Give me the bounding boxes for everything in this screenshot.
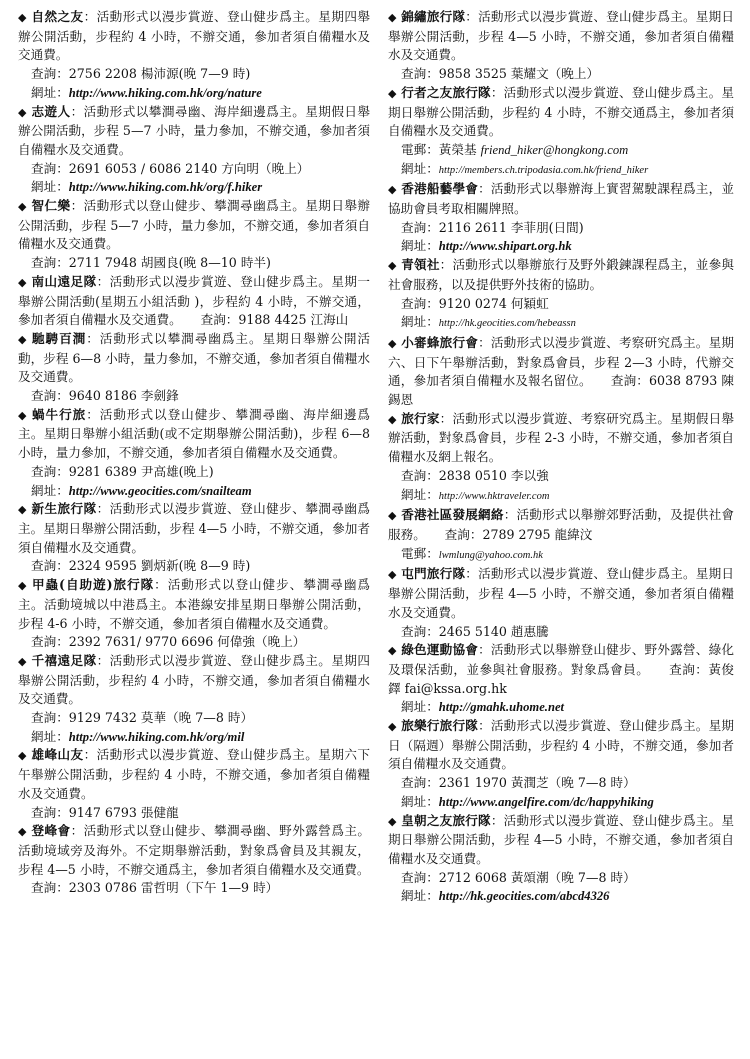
- contact-line: [388, 793, 734, 812]
- contact-label: 網址：: [31, 482, 69, 498]
- contact-label: 查詢：: [31, 804, 69, 820]
- club-name: 登峰會: [31, 823, 71, 839]
- contact-label: 查詢：: [31, 558, 69, 574]
- contact-label: 查詢：: [31, 66, 69, 82]
- club-description: [18, 576, 370, 633]
- contact-value: 2392 7631/ 9770 6696 何偉強（晚上）: [68, 634, 306, 650]
- club-name: 皇朝之友旅行隊: [401, 812, 491, 828]
- contact-label: 查詢：: [31, 255, 69, 271]
- club-entry: [388, 641, 734, 717]
- diamond-bullet-icon: ◆: [388, 11, 397, 24]
- diamond-bullet-icon: ◆: [388, 259, 397, 273]
- diamond-bullet-icon: ◆: [18, 11, 27, 24]
- diamond-bullet-icon: ◆: [18, 503, 27, 517]
- contact-value: 9640 8186 李劍鋒: [68, 388, 179, 404]
- club-description: [388, 717, 734, 774]
- contact-label: 查詢：: [401, 295, 439, 311]
- club-name: 行者之友旅行隊: [401, 84, 491, 100]
- club-description: [18, 746, 370, 803]
- club-text: ：活動形式以登山健步、攀澗尋幽爲主。活動境城以中港爲主。本港線安排星期日舉辦公開活動，步程 4-6 小時，不辦交通，參加者須自備糧水及交通費。: [18, 577, 370, 631]
- contact-label: 網址：: [31, 728, 69, 744]
- club-text: ：活動形式以漫步賞遊、登山健步、攀澗尋幽爲主。星期日舉辦公開活動，步程 4—5 小時，不辦交通，參加者須自備糧水及交通費。: [18, 501, 371, 555]
- contact-value: 2303 0786 雷哲明（下午 1—9 時）: [68, 880, 279, 896]
- email-link[interactable]: friend_hiker@hongkong.com: [480, 142, 629, 157]
- club-name: 自然之友: [31, 9, 84, 24]
- club-description: [388, 565, 734, 622]
- contact-line: [18, 84, 370, 103]
- left-column: [18, 8, 370, 898]
- club-text: ：活動形式以漫步賞遊、登山健步爲主。星期日舉辦公開活動，步程 4—5 小時，不辦交通，參加者須自備糧水及交通費。: [388, 566, 735, 620]
- club-entry: [18, 197, 370, 273]
- club-name: 綠色運動協會: [401, 642, 479, 658]
- contact-value: 9281 6389 尹高雄(晚上): [68, 463, 214, 479]
- contact-line: [18, 65, 370, 84]
- contact-line: [18, 633, 370, 652]
- contact-line: [388, 141, 734, 160]
- contact-line: [388, 237, 734, 256]
- club-entry: [388, 256, 734, 334]
- contact-line: [388, 887, 734, 906]
- contact-line: [388, 219, 734, 238]
- club-entry: [388, 565, 734, 641]
- website-link[interactable]: http://www.hiking.com.hk/org/nature: [68, 85, 262, 100]
- contact-line: [388, 698, 734, 717]
- club-name: 香港社區發展網絡: [401, 507, 504, 523]
- contact-label: 網址：: [31, 84, 69, 100]
- contact-label: 查詢：: [401, 869, 439, 885]
- club-entry: [388, 334, 734, 410]
- contact-label: 查詢：: [401, 623, 439, 639]
- contact-label: 查詢：: [31, 160, 69, 176]
- contact-line: [18, 557, 370, 576]
- club-description: [18, 500, 370, 557]
- contact-value: 2691 6053 / 6086 2140 方向明（晚上）: [68, 160, 310, 176]
- contact-line: [18, 879, 370, 898]
- contact-value: 9120 0274 何穎虹: [438, 295, 549, 311]
- diamond-bullet-icon: ◆: [388, 814, 397, 828]
- diamond-bullet-icon: ◆: [18, 408, 27, 422]
- contact-value: 2838 0510 李以強: [438, 467, 549, 483]
- contact-value: 2756 2208 楊沛源(晚 7—9 時): [68, 66, 251, 82]
- diamond-bullet-icon: ◆: [18, 579, 27, 593]
- contact-label: 網址：: [401, 486, 439, 502]
- club-text: ：活動形式以舉辦海上實習駕駛課程爲主，並協助會員考取相關牌照。: [388, 181, 735, 217]
- contact-value: 9147 6793 張健龍: [68, 804, 179, 820]
- contact-line: [18, 728, 370, 747]
- club-entry: [388, 8, 734, 84]
- club-text: ：活動形式以攀澗尋幽、海岸細邊爲主。星期假日舉辦公開活動，步程 5—7 小時，量力參加，不辦交通，參加者須自備糧水及交通費。: [18, 103, 371, 157]
- club-entry: [18, 330, 370, 406]
- club-name: 新生旅行隊: [31, 501, 97, 517]
- club-description: [388, 256, 734, 294]
- contact-label: 查詢：: [31, 880, 69, 896]
- contact-label: 查詢：: [401, 467, 439, 483]
- club-text: ：活動形式以登山健步、攀澗尋幽、海岸細邊爲主。星期日舉辦小組活動(或不定期舉辦公開活動)，步程 6—8 小時，量力參加，不辦交通，參加者須自備糧水及交通費。: [18, 406, 371, 461]
- club-description: [18, 103, 370, 160]
- contact-line: [388, 774, 734, 793]
- club-name: 旅行家: [401, 410, 440, 426]
- club-name: 南山遠足隊: [31, 273, 97, 289]
- contact-line: [18, 160, 370, 179]
- contact-line: [388, 65, 734, 84]
- contact-line: [388, 160, 734, 181]
- club-entry: [18, 500, 370, 576]
- club-description: [18, 273, 370, 330]
- club-text: ：活動形式以漫步賞遊、登山健步爲主。星期四舉辦公開活動，步程約 4 小時，不辦交通，參加者須自備糧水及交通費。: [18, 9, 371, 63]
- club-text: ：活動形式以漫步賞遊、登山健步爲主。星期六下午舉辦公開活動，步程約 4 小時，不辦交通，參加者須自備糧水及交通費。: [18, 747, 371, 801]
- contact-value: 2324 9595 劉炳新(晚 8—9 時): [68, 558, 251, 574]
- club-text: ：活動形式以漫步賞遊、考察研究爲主。星期假日舉辦活動，對象爲會員，步程 2-3 小時，不辦交通，參加者須自備糧水及網上報名。: [388, 410, 735, 465]
- website-link[interactable]: http://www.angelfire.com/dc/happyhiking: [438, 794, 654, 809]
- contact-line: [18, 482, 370, 501]
- club-name: 香港船藝學會: [401, 181, 479, 197]
- club-entry: [18, 8, 370, 103]
- diamond-bullet-icon: ◆: [388, 336, 397, 350]
- club-description: [388, 8, 734, 65]
- club-description: [388, 180, 734, 218]
- contact-line: [388, 295, 734, 314]
- club-entry: [388, 812, 734, 907]
- club-name: 屯門旅行隊: [401, 566, 466, 582]
- club-text: ：活動形式以登山健步、攀澗尋幽、野外露營爲主。活動境域旁及海外。不定期舉辦活動，對象爲會員及其親友，步程 4—5 小時，不辦交通爲主，參加者須自備糧水及交通費。: [18, 823, 371, 877]
- club-name: 甲蟲(自助遊)旅行隊: [31, 577, 155, 593]
- club-entry: [18, 406, 370, 501]
- contact-label: 網址：: [401, 238, 439, 254]
- club-description: [18, 197, 370, 254]
- club-name: 青領社: [401, 257, 440, 273]
- diamond-bullet-icon: ◆: [18, 825, 27, 839]
- club-entry: [388, 717, 734, 812]
- club-text: ：活動形式以攀澗尋幽爲主。星期日舉辦公開活動，步程 6—8 小時，量力參加，不辦交通，參加者須自備糧水及交通費。: [18, 330, 371, 385]
- website-link[interactable]: http://www.hktraveler.com: [438, 490, 550, 502]
- right-column: [388, 8, 734, 906]
- contact-value: 2465 5140 趙惠騰: [438, 623, 549, 639]
- club-description: [388, 84, 734, 141]
- club-text: ：活動形式以漫步賞遊、登山健步爲主。星期四舉辦公開活動，步程約 4 小時，不辦交通，參加者須自備糧水及交通費。: [18, 652, 371, 707]
- club-description: [388, 410, 734, 467]
- diamond-bullet-icon: ◆: [18, 654, 27, 668]
- club-text: ：活動形式以舉辦旅行及野外鍛鍊課程爲主，並參與社會服務，以及提供野外技術的協助。: [388, 257, 735, 292]
- club-name: 旅樂行旅行隊: [401, 718, 479, 734]
- club-name: 錦繡旅行隊: [401, 9, 466, 24]
- contact-label: 電郵：: [401, 545, 439, 561]
- website-link[interactable]: http://www.shipart.org.hk: [438, 239, 572, 254]
- club-text: ：活動形式以舉辦郊野活動，及提供社會服務。 查詢：2789 2795 龍緯汶: [388, 507, 735, 542]
- diamond-bullet-icon: ◆: [388, 509, 397, 523]
- club-text: ：活動形式以舉辦登山健步、野外露營、綠化及環保活動，並參與社會服務。對象爲會員。 查詢：黃俊鐸 fai@kssa.org.hk: [388, 642, 735, 696]
- contact-label: 查詢：: [31, 710, 69, 726]
- contact-label: 查詢：: [401, 66, 439, 82]
- club-description: [18, 8, 370, 65]
- club-entry: [388, 84, 734, 181]
- diamond-bullet-icon: ◆: [388, 644, 397, 658]
- club-description: [388, 334, 734, 410]
- contact-label: 查詢：: [31, 634, 69, 650]
- club-name: 智仁樂: [31, 198, 71, 214]
- diamond-bullet-icon: ◆: [388, 412, 397, 426]
- club-entry: [18, 576, 370, 652]
- contact-label: 查詢：: [401, 219, 439, 235]
- contact-line: [388, 545, 734, 566]
- website-link[interactable]: http://hk.geocities.com/hebeassn: [438, 318, 576, 330]
- club-name: 千禧遠足隊: [31, 652, 97, 668]
- club-entry: [388, 410, 734, 507]
- club-description: [18, 822, 370, 879]
- diamond-bullet-icon: ◆: [18, 332, 27, 346]
- club-entry: [388, 506, 734, 565]
- club-name: 馳騁百澗: [31, 330, 87, 346]
- club-entry: [18, 103, 370, 198]
- club-entry: [388, 180, 734, 256]
- contact-line: [18, 387, 370, 406]
- club-entry: [18, 746, 370, 822]
- contact-value: 9858 3525 葉耀文（晚上）: [438, 66, 600, 82]
- contact-value: 2116 2611 李菲朋(日間): [438, 219, 584, 235]
- contact-value: 2712 6068 黃頌潮（晚 7—8 時）: [438, 869, 636, 885]
- club-name: 蝸牛行旅: [31, 406, 87, 422]
- club-text: ：活動形式以漫步賞遊、登山健步爲主。星期日（隔週）舉辦公開活動，步程約 4 小時，不辦交通，參加者須自備糧水及交通費。: [388, 718, 735, 772]
- club-text: ：活動形式以漫步賞遊、考察研究爲主。星期六、日下午舉辦活動，對象爲會員，步程 2—3 小時，代辦交通，參加者須自備糧水及報名留位。 查詢：6038 8793 陳錫恩: [388, 334, 735, 408]
- contact-label: 網址：: [401, 314, 439, 330]
- diamond-bullet-icon: ◆: [388, 86, 397, 100]
- club-entry: [18, 822, 370, 898]
- website-link[interactable]: http://members.ch.tripodasia.com.hk/friend_hiker: [438, 164, 649, 176]
- club-description: [18, 652, 370, 709]
- diamond-bullet-icon: ◆: [18, 105, 27, 119]
- contact-line: [18, 254, 370, 273]
- website-link[interactable]: http://www.hiking.com.hk/org/mil: [68, 729, 245, 744]
- club-description: [388, 641, 734, 698]
- contact-line: [18, 178, 370, 197]
- contact-value: 2361 1970 黃潤芝（晚 7—8 時）: [438, 775, 636, 791]
- contact-value: 9129 7432 莫華（晚 7—8 時）: [68, 710, 254, 726]
- contact-line: [388, 467, 734, 486]
- contact-line: [18, 804, 370, 823]
- contact-label: 網址：: [401, 888, 439, 904]
- contact-label: 網址：: [31, 179, 69, 195]
- contact-label: 電郵：黃榮基: [401, 141, 481, 157]
- website-link[interactable]: http://hk.geocities.com/abcd4326: [438, 889, 610, 904]
- contact-line: [388, 623, 734, 642]
- club-description: [18, 330, 370, 387]
- diamond-bullet-icon: ◆: [18, 200, 27, 214]
- contact-label: 查詢：: [401, 775, 439, 791]
- club-entry: [18, 273, 370, 330]
- diamond-bullet-icon: ◆: [18, 275, 27, 289]
- club-entry: [18, 652, 370, 747]
- club-description: [18, 406, 370, 463]
- club-text: ：活動形式以漫步賞遊、登山健步爲主。星期日舉辦公開活動，步程約 4 小時，不辦交通爲主，參加者須自備糧水及交通費。: [388, 84, 735, 139]
- contact-value: 2711 7948 胡國良(晚 8—10 時半): [68, 255, 271, 271]
- diamond-bullet-icon: ◆: [18, 749, 27, 763]
- club-name: 志遊人: [31, 103, 71, 119]
- club-text: ：活動形式以漫步賞遊、登山健步爲主。星期日舉辦公開活動，步程 4—5 小時，不辦交通，參加者須自備糧水及交通費。: [388, 9, 735, 63]
- contact-line: [388, 869, 734, 888]
- club-description: [388, 506, 734, 544]
- website-link[interactable]: http://www.hiking.com.hk/org/f.hiker: [68, 180, 263, 195]
- contact-label: 網址：: [401, 699, 439, 715]
- contact-label: 查詢：: [31, 463, 69, 479]
- club-text: ：活動形式以漫步賞遊、登山健步爲主。星期一舉辦公開活動(星期五小組活動 )，步程約 4 小時，不辦交通，參加者須自備糧水及交通費。 查詢：9188 4425 江海山: [18, 273, 371, 328]
- contact-line: [388, 313, 734, 334]
- club-name: 雄峰山友: [31, 747, 84, 763]
- diamond-bullet-icon: ◆: [388, 720, 397, 734]
- contact-line: [18, 709, 370, 728]
- contact-label: 網址：: [401, 160, 439, 176]
- website-link[interactable]: http://www.geocities.com/snailteam: [68, 483, 252, 498]
- contact-label: 網址：: [401, 793, 439, 809]
- website-link[interactable]: http://gmahk.uhome.net: [438, 700, 565, 715]
- club-text: ：活動形式以登山健步、攀澗尋幽爲主。星期日舉辦公開活動，步程 5—7 小時，量力參加，不辦交通，參加者須自備糧水及交通費。: [18, 198, 371, 252]
- email-link[interactable]: lwmlung@yahoo.com.hk: [438, 549, 543, 561]
- contact-label: 查詢：: [31, 388, 69, 404]
- club-text: ：活動形式以漫步賞遊、登山健步爲主。星期日舉辦公開活動，步程 4—5 小時，不辦交通，參加者須自備糧水及交通費。: [388, 812, 735, 866]
- diamond-bullet-icon: ◆: [388, 568, 397, 582]
- club-name: 小審蜂旅行會: [401, 334, 479, 350]
- diamond-bullet-icon: ◆: [388, 183, 397, 197]
- contact-line: [388, 486, 734, 507]
- contact-line: [18, 463, 370, 482]
- club-description: [388, 812, 734, 869]
